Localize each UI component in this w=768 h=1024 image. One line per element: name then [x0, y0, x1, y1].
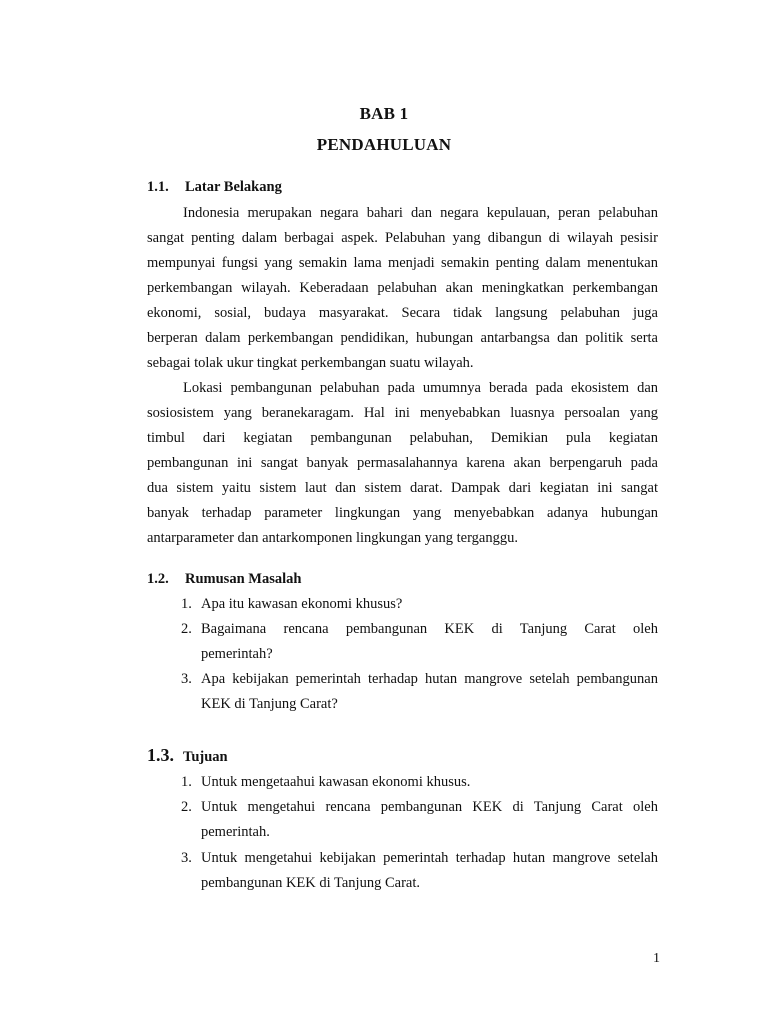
- paragraph-line: mempunyai fungsi yang semakin lama menjadi semakin penting dalam menentukan: [147, 255, 658, 271]
- paragraph-line: Lokasi pembangunan pelabuhan pada umumnya berada pada ekosistem dan: [183, 380, 658, 396]
- section-heading-rumusan-masalah: [147, 569, 301, 589]
- list-item: Untuk mengetaahui kawasan ekonomi khusus.: [201, 774, 471, 790]
- page-number: 1: [653, 951, 660, 966]
- paragraph-line: Indonesia merupakan negara bahari dan negara kepulauan, peran pelabuhan: [183, 205, 658, 221]
- list-item: KEK di Tanjung Carat?: [201, 696, 338, 712]
- paragraph-line: perkembangan wilayah. Keberadaan pelabuhan akan meningkatkan perkembangan: [147, 280, 658, 296]
- list-number: 3.: [181, 671, 192, 687]
- section-number: 1.1.: [147, 179, 169, 195]
- paragraph-line: sangat penting dalam berbagai aspek. Pelabuhan yang dibangun di wilayah pesisir: [147, 230, 658, 246]
- list-item: Bagaimana rencana pembangunan KEK di Tanjung Carat oleh: [201, 621, 658, 637]
- section-heading-latar-belakang: [147, 177, 282, 197]
- paragraph-line: pembangunan ini sangat banyak permasalahannya karena akan berpengaruh pada: [147, 455, 658, 471]
- list-item: Untuk mengetahui kebijakan pemerintah terhadap hutan mangrove setelah: [201, 850, 658, 866]
- list-number: 2.: [181, 799, 192, 815]
- list-item: Apa kebijakan pemerintah terhadap hutan mangrove setelah pembangunan: [201, 671, 658, 687]
- paragraph-line: berperan dalam perkembangan pendidikan, hubungan antarbangsa dan politik serta: [147, 330, 658, 346]
- list-item: pemerintah?: [201, 646, 273, 662]
- list-number: 3.: [181, 850, 192, 866]
- list-item: Untuk mengetahui rencana pembangunan KEK di Tanjung Carat oleh: [201, 799, 658, 815]
- list-item: pemerintah.: [201, 824, 270, 840]
- section-number: 1.2.: [147, 571, 169, 587]
- paragraph-line: sebagai tolak ukur tingkat perkembangan suatu wilayah.: [147, 355, 474, 371]
- list-item: Apa itu kawasan ekonomi khusus?: [201, 596, 403, 612]
- section-number: 1.3.: [147, 745, 174, 765]
- section-title: Rumusan Masalah: [185, 571, 302, 587]
- list-item: pembangunan KEK di Tanjung Carat.: [201, 875, 420, 891]
- list-number: 1.: [181, 596, 192, 612]
- chapter-label: BAB 1: [359, 104, 409, 123]
- list-number: 1.: [181, 774, 192, 790]
- paragraph-line: ekonomi, sosial, budaya masyarakat. Secara tidak langsung pelabuhan juga: [147, 305, 658, 321]
- paragraph-line: banyak terhadap parameter lingkungan yang menyebabkan adanya hubungan: [147, 505, 658, 521]
- section-heading-tujuan: [147, 745, 228, 767]
- paragraph-line: dua sistem yaitu sistem laut dan sistem darat. Dampak dari kegiatan ini sangat: [147, 480, 658, 496]
- section-title: Latar Belakang: [185, 179, 282, 195]
- chapter-title: PENDAHULUAN: [316, 135, 452, 154]
- section-title: Tujuan: [183, 749, 228, 765]
- paragraph-line: sosiosistem yang beranekaragam. Hal ini menyebabkan luasnya persoalan yang: [147, 405, 658, 421]
- list-number: 2.: [181, 621, 192, 637]
- paragraph-line: antarparameter dan antarkomponen lingkungan yang terganggu.: [147, 530, 518, 546]
- paragraph-line: timbul dari kegiatan pembangunan pelabuhan, Demikian pula kegiatan: [147, 430, 658, 446]
